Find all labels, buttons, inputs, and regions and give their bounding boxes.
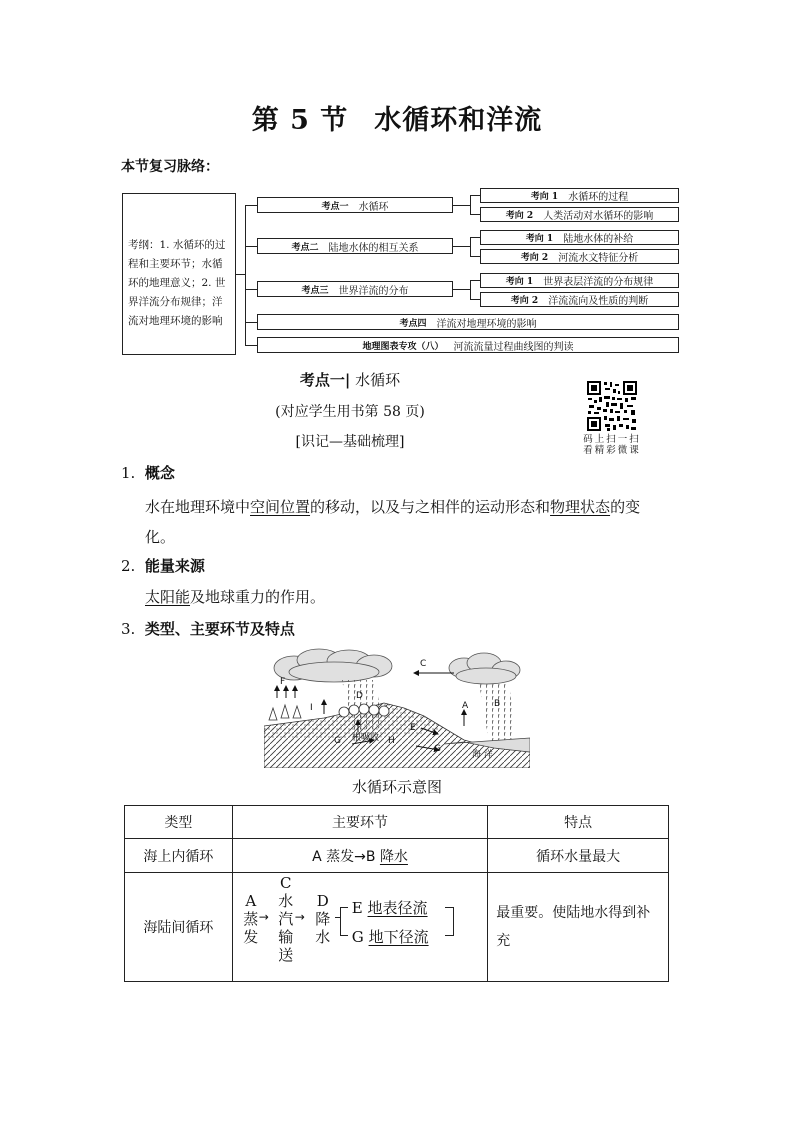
label-b: B [494,699,501,709]
kaoxiang-3-1: 考向 1 世界表层洋流的分布规律 [480,273,679,288]
label-i: I [310,703,313,713]
kaodian-2: 考点二 陆地水体的相互关系 [257,238,453,254]
process-c: C 水 汽 输 送 [278,874,294,964]
energy-text: 太阳能及地球重力的作用。 [145,588,326,606]
label-a: A [462,701,469,711]
label-g2: G [334,736,341,746]
kaoxiang-2-1: 考向 1 陆地水体的补给 [480,230,679,245]
page-title: 第 5 节 水循环和洋流 [251,105,543,136]
arrow-1: → [258,910,269,924]
water-cycle-table [124,805,669,982]
kaoxiang-1-1: 考向 1 水循环的过程 [480,188,679,203]
section-heading: 考点一| 水循环 [299,371,401,389]
row2-type: 海陆间循环 [125,873,233,982]
process-d: D 降 水 [315,892,331,946]
header-process: 主要环节 [232,806,487,839]
label-h: H [388,736,395,746]
kaoxiang-1-2: 考向 2 人类活动对水循环的影响 [480,207,679,222]
row2-process [232,873,487,982]
kaodian-1: 考点一 水循环 [257,197,453,213]
item-3-heading: 3. 类型、主要环节及特点 [121,620,295,638]
label-f: F [280,677,286,687]
process-a: A 蒸 发 [243,892,259,946]
process-e: E 地表径流 [351,899,428,917]
section-sub: [识记—基础梳理] [295,434,405,450]
header-feature: 特点 [488,806,669,839]
label-root: 根吸收 [352,733,380,743]
arrow-2: → [294,910,305,924]
row1-process: A 蒸发→B 降水 [232,839,487,873]
outline-box: 考纲：1. 水循环的过程和主要环节；水循环的地理意义；2. 世界洋流分布规律；洋流对地理环境的影响 [122,193,236,355]
item-1-heading: 1. 概念 [121,464,175,482]
item-2-heading: 2. 能量来源 [121,557,205,575]
cloud-right [449,653,520,684]
section-ref: (对应学生用书第 58 页) [275,404,425,420]
kaodian-3: 考点三 世界洋流的分布 [257,281,453,297]
kaodian-4: 考点四 洋流对地理环境的影响 [257,314,679,330]
kaoxiang-3-2: 考向 2 洋流流向及性质的判断 [480,292,679,307]
diagram-caption: 水循环示意图 [351,778,442,796]
cloud-left [274,649,392,682]
row1-type: 海上内循环 [125,839,233,873]
label-e: E [410,723,416,733]
row2-feature: 最重要。使陆地水得到补充 [488,873,669,982]
label-sea: 海 洋 [472,750,493,760]
concept-text: 水在地理环境中空间位置的移动，以及与之相伴的运动形态和物理状态的变 化。 [145,498,641,546]
label-c: C [420,659,427,669]
qr-caption: 码上扫一扫 看精彩微课 [583,434,641,456]
process-g: G 地下径流 [351,928,429,946]
rain-sea [479,683,516,743]
header-type: 类型 [125,806,233,839]
label-d: D [356,691,363,701]
kaodian-special: 地理图表专攻（八） 河流流量过程曲线图的判读 [257,337,679,353]
label-g: G [434,744,441,754]
qr-code[interactable] [586,380,638,432]
outline-label: 本节复习脉络： [121,159,219,175]
row1-feature: 循环水量最大 [488,839,669,873]
water-cycle-diagram [264,648,530,768]
kaoxiang-2-2: 考向 2 河流水文特征分析 [480,249,679,264]
